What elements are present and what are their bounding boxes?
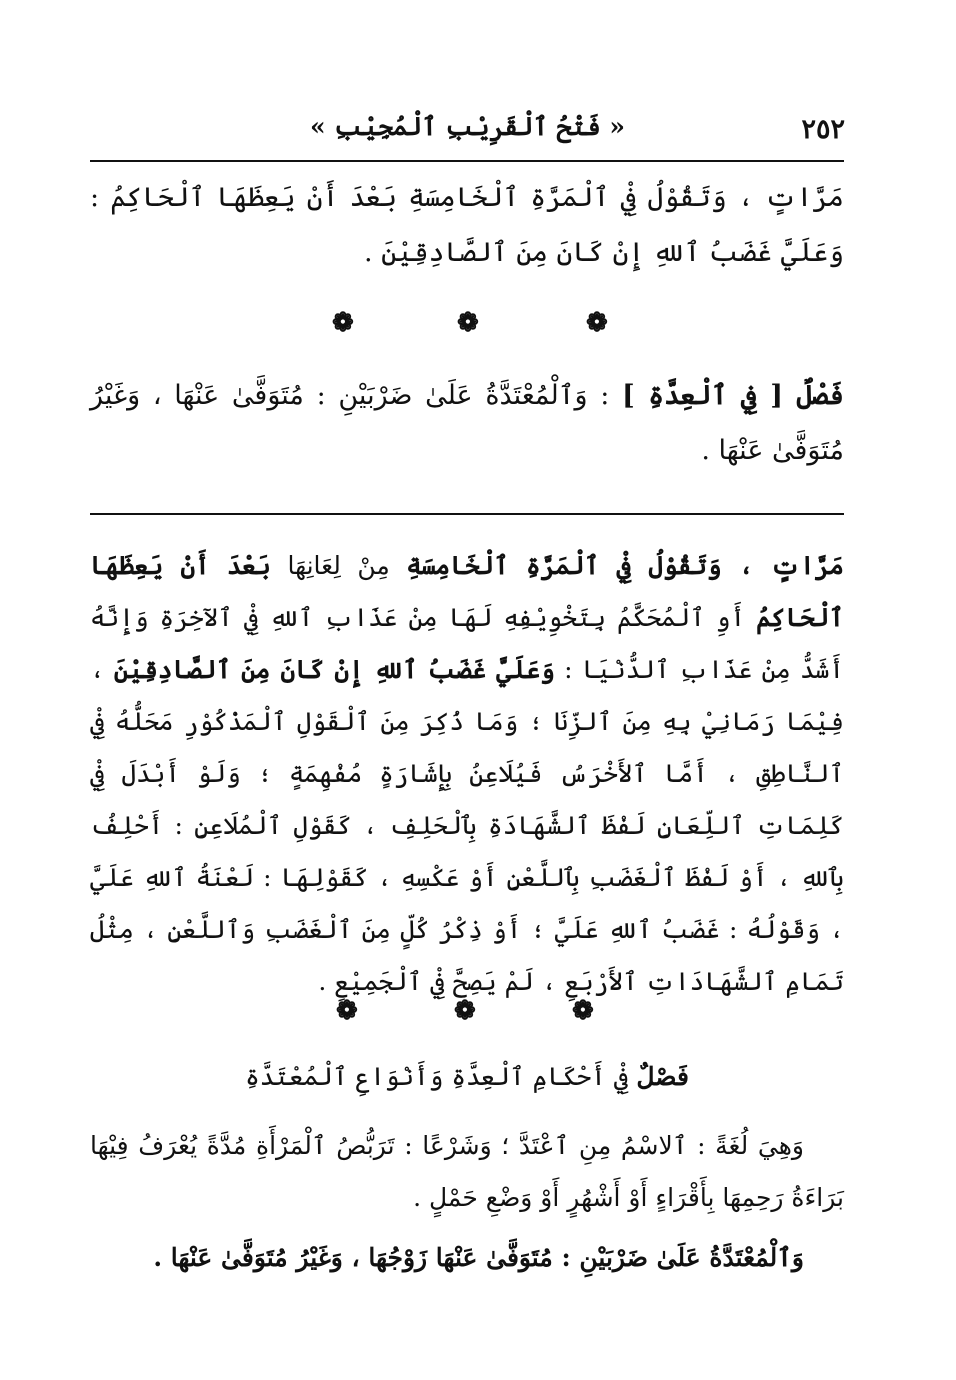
matn-separator [90,308,844,344]
matn-fasl [90,368,844,478]
matn-paragraph-1 [90,170,844,280]
page-number: ٢٥٢ [801,114,845,145]
sharh-paragraph-3 [90,1232,844,1284]
sharh-text [90,540,844,1008]
matn-quote: مَرَّاتٍ ، وَتَقُوْلُ فِيْ ٱلْمَرَّةِ ٱلْخَامِسَةِ [406,551,844,580]
matn-fasl-title: فَصْلٌ [ فِي ٱلْعِدَّةِ ] [622,380,844,411]
matn-quote-final: وَٱلْمُعْتَدَّةُ عَلَىٰ ضَرْبَيْنِ : مُتَوَفَّىٰ عَنْهَا زَوْجُهَا ، وَغَيْرُ مُتَوَفَّىٰ عَنْهَا . [153,1243,804,1272]
page-header [90,106,845,156]
matn-fasl-text: : وَٱلْمُعْتَدَّةُ عَلَىٰ ضَرْبَيْنِ : مُتَوَفَّىٰ عَنْهَا ، وَغَيْرُ مُتَوَفَّىٰ عَنْهَا . [90,380,844,466]
separator-star-icon: ❁ [332,308,354,338]
commentary-text: ، فِيْمَا رَمَانِيْ بِهِ مِنَ ٱلزِّنَا ؛ وَمَا ذُكِرَ مِنَ ٱلْقَوْلِ ٱلْمَذْكُوْرِ مَحَلُّهُ فِيْ ٱلنَّاطِقِ ، أَمَّا ٱلأَخْرَسُ فَيُلَاعِنُ بِإِشَارَةٍ مُفْهِمَةٍ ؛ وَلَوْ أَبْدَلَ فِيْ كَلِمَاتِ ٱللِّعَانِ لَفْظَ ٱلشَّهَادَةِ بِٱلْحَلِفِ ، كَقَوْلِ ٱلْمُلَاعِنِ : أَحْلِفُ بِٱللهِ ، أَوْ لَفْظَ ٱلْغَضَبِ بِٱللَّعْنِ أَوْ عَكْسِهِ ، كَقَوْلِهَا : لَعْنَةُ ٱللهِ عَلَيَّ ، وَقَوْلُهُ : غَضَبُ ٱللهِ عَلَيَّ ؛ أَوْ ذِكْرُ كُلٍّ مِنَ ٱلْغَضَبِ وَٱللَّعْنِ ، مِثْلُ تَمَامِ ٱلشَّهَادَاتِ ٱلأَرْبَعِ ، لَمْ يَصِحَّ فِيْ ٱلْجَمِيْعِ . [90,655,844,996]
commentary-text: أَوِ ٱلْمُحَكَّمُ بِتَخْوِيْفِهِ لَهَا مِنْ عَذَابِ ٱللهِ فِيْ ٱلآخِرَةِ وَإِنَّهُ أَشَدُّ مِنْ عَذَابِ ٱلدُّنْيَا : [90,603,844,684]
sharh-definition: وَهِيَ لُغَةً : ٱلاسْمُ مِنِ ٱعْتَدَّ ؛ وَشَرْعًا : تَرَبُّصُ ٱلْمَرْأَةِ مُدَّةً يُعْرَفُ فِيْهَا بَرَاءَةُ رَحِمِهَا بِأَقْرَاءٍ أَوْ أَشْهُرٍ أَوْ وَضْعِ حَمْلٍ . [90,1131,844,1212]
matn-text: مَرَّاتٍ ، وَتَقُوْلُ فِيْ ٱلْمَرَّةِ ٱلْخَامِسَةِ بَعْدَ أَنْ يَعِظَهَا ٱلْحَاكِمُ : وَعَلَيَّ غَضَبُ ٱللهِ إِنْ كَانَ مِنَ ٱلصَّادِقِيْنَ . [90,182,844,268]
sharh-paragraph-2 [90,1120,844,1224]
fasl-heading-word: فَصْلٌ [636,1062,689,1091]
section-divider [90,513,844,515]
fasl-heading [90,1062,844,1091]
fasl-heading-text: فِيْ أَحْكَامِ ٱلْعِدَّةِ وَأَنْوَاعِ ٱلْمُعْتَدَّةِ [245,1062,637,1091]
sharh-paragraph-1 [90,540,844,1008]
separator-star-icon: ❁ [586,308,608,338]
commentary-text: مِنْ لِعَانِهَا [270,551,407,580]
separator-star-icon: ❁ [336,996,358,1026]
header-rule [90,160,844,162]
matn-quote: وَعَلَيَّ غَضَبُ ٱللهِ إِنْ كَانَ مِنَ ٱلصَّادِقِيْنَ [113,655,555,684]
sharh-separator [90,996,844,1032]
separator-star-icon: ❁ [572,996,594,1026]
matn-fasl-paragraph [90,368,844,478]
running-title: « فَتْحُ ٱلْقَرِيْبِ ٱلْمُجِيْبِ » [309,112,626,141]
separator-star-icon: ❁ [454,996,476,1026]
matn-quote: بَعْدَ أَنْ يَعِظَهَا ٱلْحَاكِمُ [90,551,844,632]
separator-star-icon: ❁ [457,308,479,338]
